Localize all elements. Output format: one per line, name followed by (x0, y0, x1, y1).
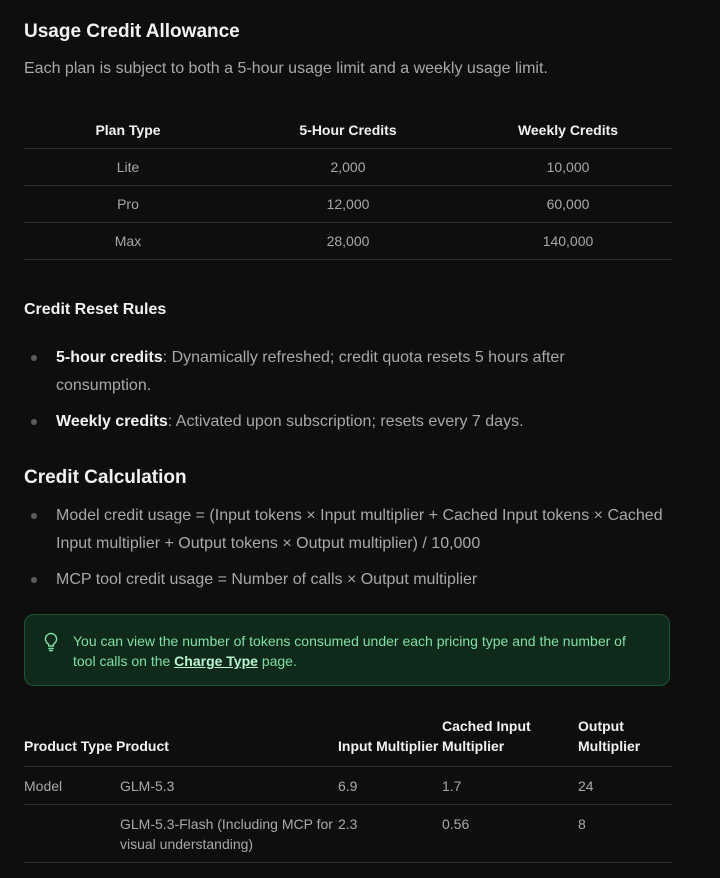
column-header: 5-Hour Credits (232, 112, 464, 149)
table-cell: 10,000 (464, 149, 672, 186)
column-header: Output Multiplier (578, 714, 672, 767)
table-row (24, 186, 672, 223)
table-cell: 12,000 (232, 186, 464, 223)
column-header: Cached Input Multiplier (442, 714, 578, 767)
table-cell: 0.56 (442, 805, 578, 863)
column-header: Product Type (24, 714, 116, 767)
table-cell: 2,000 (232, 149, 464, 186)
reset-rules-list (24, 344, 664, 444)
bullet-icon (31, 355, 37, 361)
bullet-icon (31, 419, 37, 425)
table-cell: 60,000 (464, 186, 672, 223)
bullet-icon (31, 513, 37, 519)
list-item (24, 408, 664, 436)
table-cell: 28,000 (232, 223, 464, 260)
list-item (24, 502, 664, 558)
table-cell: GLM-5.3-Flash (Including MCP for visual understanding) (116, 805, 338, 863)
table-cell: Max (24, 223, 232, 260)
table-cell: 8 (578, 805, 672, 863)
lightbulb-icon (43, 632, 59, 652)
list-item-label: 5-hour credits (56, 349, 163, 366)
table-cell: 140,000 (464, 223, 672, 260)
list-item-label: Weekly credits (56, 413, 168, 430)
charge-type-link[interactable]: Charge Type (174, 653, 258, 669)
table-cell (24, 805, 116, 863)
table-row (24, 149, 672, 186)
column-header: Input Multiplier (338, 714, 442, 767)
table-cell: 24 (578, 767, 672, 805)
calculation-list (24, 502, 664, 602)
list-item-text: : Dynamically refreshed; credit quota resets 5 hours after consumption. (56, 349, 565, 394)
tip-text: You can view the number of tokens consumed under each pricing type and the number of tool calls on the (73, 633, 626, 669)
table-cell: GLM-5.3 (116, 767, 338, 805)
calculation-title: Credit Calculation (24, 467, 187, 488)
table-cell: 6.9 (338, 767, 442, 805)
tip-callout (24, 614, 670, 686)
table-row (24, 767, 672, 805)
table-cell: Lite (24, 149, 232, 186)
table-cell: Pro (24, 186, 232, 223)
list-item-text: : Activated upon subscription; resets every 7 days. (167, 413, 524, 430)
list-item-text: MCP tool credit usage = Number of calls × Output multiplier (56, 571, 478, 588)
bullet-icon (31, 577, 37, 583)
list-item (24, 566, 664, 594)
multiplier-table (24, 714, 672, 863)
table-header-row (24, 714, 672, 767)
table-cell: Model (24, 767, 116, 805)
allowance-title: Usage Credit Allowance (24, 21, 240, 42)
table-cell: 1.7 (442, 767, 578, 805)
list-item (24, 344, 664, 400)
list-item-text: Model credit usage = (Input tokens × Input multiplier + Cached Input tokens × Cached Input multiplier + Output tokens × Output multiplier) / 10,000 (56, 507, 663, 552)
table-row (24, 805, 672, 863)
tip-text-end: page. (257, 653, 297, 669)
table-cell: 2.3 (338, 805, 442, 863)
column-header: Product (116, 714, 338, 767)
column-header: Plan Type (24, 112, 232, 149)
allowance-intro: Each plan is subject to both a 5-hour usage limit and a weekly usage limit. (24, 60, 548, 77)
reset-rules-title: Credit Reset Rules (24, 301, 167, 318)
table-row (24, 223, 672, 260)
allowance-table (24, 112, 672, 260)
column-header: Weekly Credits (464, 112, 672, 149)
table-header-row (24, 112, 672, 149)
